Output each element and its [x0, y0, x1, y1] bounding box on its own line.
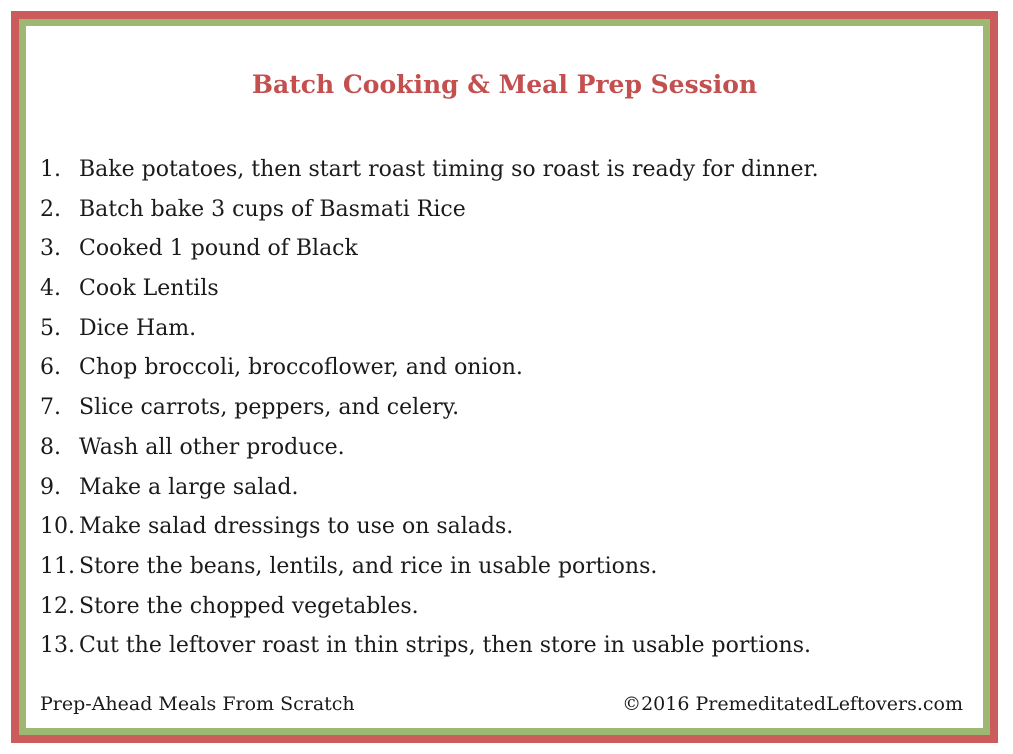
footer-copyright: ©2016 PremeditatedLeftovers.com: [622, 693, 963, 715]
step-number: 7.: [40, 395, 61, 421]
step-item: [40, 587, 819, 627]
step-text: Chop broccoli, broccoflower, and onion.: [79, 355, 523, 381]
card-outer-border: [11, 11, 998, 743]
step-text: Batch bake 3 cups of Basmati Rice: [79, 196, 466, 222]
step-text: Make salad dressings to use on salads.: [79, 514, 514, 540]
step-item: [40, 626, 819, 666]
steps-list: [40, 150, 819, 666]
step-number: 12.: [40, 593, 75, 619]
step-number: 11.: [40, 553, 75, 579]
step-number: 9.: [40, 474, 61, 500]
step-item: [40, 507, 819, 547]
step-item: [40, 190, 819, 230]
step-text: Slice carrots, peppers, and celery.: [79, 395, 460, 421]
step-text: Wash all other produce.: [79, 434, 345, 460]
footer-tagline: Prep-Ahead Meals From Scratch: [40, 693, 355, 715]
step-text: Bake potatoes, then start roast timing so roast is ready for dinner.: [79, 157, 819, 182]
step-number: 4.: [40, 276, 61, 302]
card: [19, 19, 990, 735]
step-number: 8.: [40, 434, 61, 460]
step-text: Store the chopped vegetables.: [79, 593, 419, 619]
step-text: Dice Ham.: [79, 315, 197, 341]
step-number: 1.: [40, 157, 61, 182]
step-item: [40, 309, 819, 349]
step-item: [40, 428, 819, 468]
step-item: [40, 468, 819, 508]
step-item: [40, 269, 819, 309]
step-number: 13.: [40, 633, 75, 659]
step-text: Store the beans, lentils, and rice in usable portions.: [79, 553, 658, 579]
step-text: Cooked 1 pound of Black: [79, 236, 358, 262]
step-number: 6.: [40, 355, 61, 381]
step-number: 5.: [40, 315, 61, 341]
step-text: Make a large salad.: [79, 474, 299, 500]
step-item: [40, 388, 819, 428]
step-item: [40, 229, 819, 269]
step-text: Cook Lentils: [79, 276, 219, 302]
card-title: Batch Cooking & Meal Prep Session: [251, 70, 758, 99]
step-item: [40, 348, 819, 388]
step-number: 3.: [40, 236, 61, 262]
step-item: [40, 150, 819, 190]
step-item: [40, 547, 819, 587]
step-text: Cut the leftover roast in thin strips, then store in usable portions.: [79, 633, 811, 659]
step-number: 2.: [40, 196, 61, 222]
step-number: 10.: [40, 514, 75, 540]
